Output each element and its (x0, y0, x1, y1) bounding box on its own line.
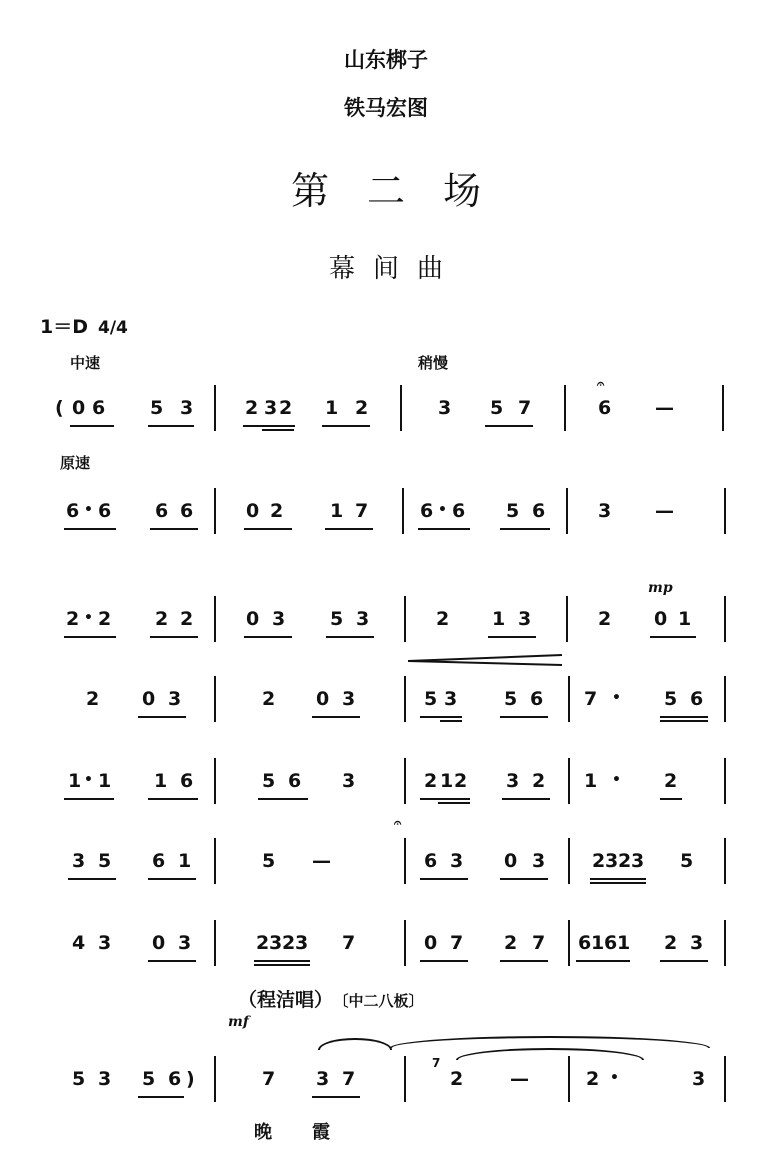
note: 2 (282, 932, 296, 954)
note: 2 (279, 397, 293, 419)
dot: • (612, 690, 621, 706)
note: 7 (450, 932, 464, 954)
note: 3 (356, 608, 370, 630)
note: 2 (504, 932, 518, 954)
dot: • (84, 772, 93, 788)
note: 1 (178, 850, 192, 872)
note: 0 (246, 608, 260, 630)
underline (138, 1096, 184, 1098)
barline (564, 385, 566, 431)
underline (258, 798, 308, 800)
barline (404, 758, 406, 804)
vocal-heading (238, 985, 424, 1012)
note: 3 (690, 932, 704, 954)
note: 7 (355, 500, 369, 522)
underline (440, 720, 462, 722)
score-row-8 (0, 1056, 772, 1116)
underline (322, 425, 370, 427)
note: 3 (605, 850, 619, 872)
note: 1 (584, 770, 598, 792)
note: 2 (155, 608, 169, 630)
note: 2 (598, 608, 612, 630)
barline (400, 385, 402, 431)
underline (64, 798, 114, 800)
note: 6 (420, 500, 434, 522)
note: 6 (180, 500, 194, 522)
underline (64, 636, 116, 638)
note: 5 (490, 397, 504, 419)
piece-title: 幕间曲 (328, 254, 461, 284)
underline (590, 882, 646, 884)
note: 3 (98, 1068, 112, 1090)
barline (402, 488, 404, 534)
underline (312, 716, 360, 718)
note: 5 (506, 500, 520, 522)
underline (420, 716, 462, 718)
underline (650, 636, 696, 638)
lyric-char: 晚 (254, 1122, 272, 1143)
barline (568, 920, 570, 966)
underline (325, 528, 373, 530)
underline (500, 716, 548, 718)
note: 1 (154, 770, 168, 792)
note: 0 (142, 688, 156, 710)
score-row-6 (0, 816, 772, 898)
dash: — (655, 500, 674, 522)
underline (138, 716, 186, 718)
note: 5 (142, 1068, 156, 1090)
note: 2 (262, 688, 276, 710)
underline (502, 798, 550, 800)
note: 2 (270, 500, 284, 522)
note: ( (55, 397, 64, 419)
note: 1 (68, 770, 82, 792)
note: 3 (264, 397, 278, 419)
dot: • (84, 502, 93, 518)
underline (150, 636, 198, 638)
note: 0 (424, 932, 438, 954)
dash: — (655, 397, 674, 419)
underline (660, 798, 682, 800)
slur-icon (390, 1036, 710, 1048)
underline (254, 960, 310, 962)
note: 3 (342, 770, 356, 792)
underline (70, 425, 114, 427)
note: 6 (155, 500, 169, 522)
underline (243, 425, 295, 427)
score-row-3 (0, 596, 772, 656)
underline (254, 964, 310, 966)
barline (404, 676, 406, 722)
note: 3 (631, 850, 645, 872)
note: 7 (584, 688, 598, 710)
barline (404, 838, 406, 884)
note: 2 (592, 850, 606, 872)
barline (568, 838, 570, 884)
barline (214, 676, 216, 722)
note: 4 (72, 932, 86, 954)
note: 5 (262, 850, 276, 872)
underline (244, 528, 292, 530)
note: 3 (532, 850, 546, 872)
note: 6 (92, 397, 106, 419)
underline (500, 878, 548, 880)
underline (420, 878, 468, 880)
note: 6 (98, 500, 112, 522)
note: 6 (168, 1068, 182, 1090)
note: 0 (152, 932, 166, 954)
underline (148, 878, 196, 880)
note: ) (186, 1068, 195, 1090)
note: 6 (532, 500, 546, 522)
barline (566, 488, 568, 534)
tempo-marking-moderate: 中速 (70, 354, 101, 372)
note: 6 (604, 932, 618, 954)
note: 3 (316, 1068, 330, 1090)
score-row-2 (0, 488, 772, 548)
barline (566, 596, 568, 642)
note: 1 (330, 500, 344, 522)
note: 6 (578, 932, 592, 954)
note: 5 (504, 688, 518, 710)
barline (724, 1056, 726, 1102)
score-row-7 (0, 920, 772, 980)
note: 2 (245, 397, 259, 419)
note: 6 (288, 770, 302, 792)
note: 2 (436, 608, 450, 630)
underline (418, 528, 470, 530)
note: 2 (454, 770, 468, 792)
note: 1 (591, 932, 605, 954)
dot: • (84, 610, 93, 626)
note: 0 (316, 688, 330, 710)
crescendo-hairpin-icon (408, 654, 564, 668)
key-signature (40, 312, 128, 339)
note: 5 (680, 850, 694, 872)
note: 6 (66, 500, 80, 522)
note: 3 (269, 932, 283, 954)
note: 5 (98, 850, 112, 872)
note: 3 (98, 932, 112, 954)
note: 3 (598, 500, 612, 522)
barline (724, 838, 726, 884)
underline (488, 636, 536, 638)
note: 3 (168, 688, 182, 710)
note: 1 (440, 770, 454, 792)
note: 2 (256, 932, 270, 954)
time-signature: 4/4 (98, 318, 128, 338)
note: 7 (342, 1068, 356, 1090)
note: 3 (72, 850, 86, 872)
barline (214, 596, 216, 642)
score-row-5 (0, 758, 772, 818)
note: 0 (246, 500, 260, 522)
note: 3 (438, 397, 452, 419)
underline (68, 878, 116, 880)
barline (722, 385, 724, 431)
note: 3 (342, 688, 356, 710)
underline (312, 1096, 360, 1098)
note: 3 (444, 688, 458, 710)
note: 3 (272, 608, 286, 630)
dot: • (612, 772, 621, 788)
underline (500, 528, 550, 530)
underline (262, 429, 294, 431)
barline (568, 676, 570, 722)
note: 2 (66, 608, 80, 630)
note: 6 (452, 500, 466, 522)
note: 2 (180, 608, 194, 630)
barline (214, 838, 216, 884)
barline (214, 488, 216, 534)
note: 3 (692, 1068, 706, 1090)
underline (660, 960, 708, 962)
underline (576, 960, 630, 962)
barline (214, 758, 216, 804)
barline (724, 676, 726, 722)
score-row-4 (0, 676, 772, 736)
note: 6 (598, 397, 612, 419)
dash: — (510, 1068, 529, 1090)
barline (404, 920, 406, 966)
note: 3 (180, 397, 194, 419)
underline (148, 425, 194, 427)
score-row-1 (0, 377, 772, 445)
note: 6 (530, 688, 544, 710)
underline (485, 425, 533, 427)
underline (590, 878, 646, 880)
note: 2 (618, 850, 632, 872)
note: 5 (330, 608, 344, 630)
note: 7 (518, 397, 532, 419)
dash: — (312, 850, 331, 872)
note: 3 (178, 932, 192, 954)
note: 0 (504, 850, 518, 872)
barline (724, 596, 726, 642)
underline (420, 798, 470, 800)
note: 2 (664, 932, 678, 954)
note: 3 (295, 932, 309, 954)
barline (568, 1056, 570, 1102)
note: 2 (424, 770, 438, 792)
note: 7 (532, 932, 546, 954)
note: 0 (654, 608, 668, 630)
underline (244, 636, 292, 638)
note: 5 (262, 770, 276, 792)
slur-icon (318, 1038, 392, 1050)
fermata-icon: 𝄐 (394, 816, 402, 831)
barline (404, 1056, 406, 1102)
underline (64, 528, 116, 530)
barline (724, 758, 726, 804)
genre-title: 山东梆子 (344, 48, 428, 72)
note: 2 (664, 770, 678, 792)
note: 2 (532, 770, 546, 792)
note: 5 (150, 397, 164, 419)
underline (150, 528, 198, 530)
scene-title: 第二场 (290, 169, 519, 213)
fermata-icon: 𝄐 (597, 377, 605, 392)
barline (568, 758, 570, 804)
note: 3 (506, 770, 520, 792)
note: 5 (72, 1068, 86, 1090)
underline (420, 960, 468, 962)
underline (660, 720, 708, 722)
note: 1 (98, 770, 112, 792)
note: 1 (617, 932, 631, 954)
opera-title: 铁马宏图 (344, 96, 428, 120)
tempo-marking-original: 原速 (60, 454, 91, 472)
barline (214, 920, 216, 966)
dot: • (610, 1070, 619, 1086)
key-label: 1＝D (40, 316, 88, 338)
underline (500, 960, 548, 962)
note: 2 (355, 397, 369, 419)
note: 2 (98, 608, 112, 630)
dynamic-mp: mp (648, 580, 673, 596)
note: 6 (180, 770, 194, 792)
barline (214, 385, 216, 431)
note: 2 (450, 1068, 464, 1090)
note: 1 (325, 397, 339, 419)
note: 1 (678, 608, 692, 630)
note: 7 (262, 1068, 276, 1090)
barline (724, 488, 726, 534)
underline (148, 798, 198, 800)
underline (438, 802, 470, 804)
singer-label: （程洁唱） (238, 989, 334, 1011)
underline (660, 716, 708, 718)
note: 2 (86, 688, 100, 710)
barline (724, 920, 726, 966)
lyric-char: 霞 (312, 1122, 330, 1143)
note: 3 (450, 850, 464, 872)
note: 5 (424, 688, 438, 710)
note: 6 (690, 688, 704, 710)
note: 6 (152, 850, 166, 872)
barline (404, 596, 406, 642)
note: 5 (664, 688, 678, 710)
dot: • (438, 502, 447, 518)
underline (148, 960, 196, 962)
banshi-label: 〔中二八板〕 (341, 992, 424, 1010)
note: 1 (492, 608, 506, 630)
underline (326, 636, 374, 638)
note: 3 (518, 608, 532, 630)
dynamic-mf: mf (228, 1014, 249, 1030)
note: 2 (586, 1068, 600, 1090)
note: 7 (342, 932, 356, 954)
grace-note: 7 (432, 1056, 441, 1070)
tempo-marking-slower: 稍慢 (418, 354, 449, 372)
barline (214, 1056, 216, 1102)
note: 0 (72, 397, 86, 419)
note: 6 (424, 850, 438, 872)
